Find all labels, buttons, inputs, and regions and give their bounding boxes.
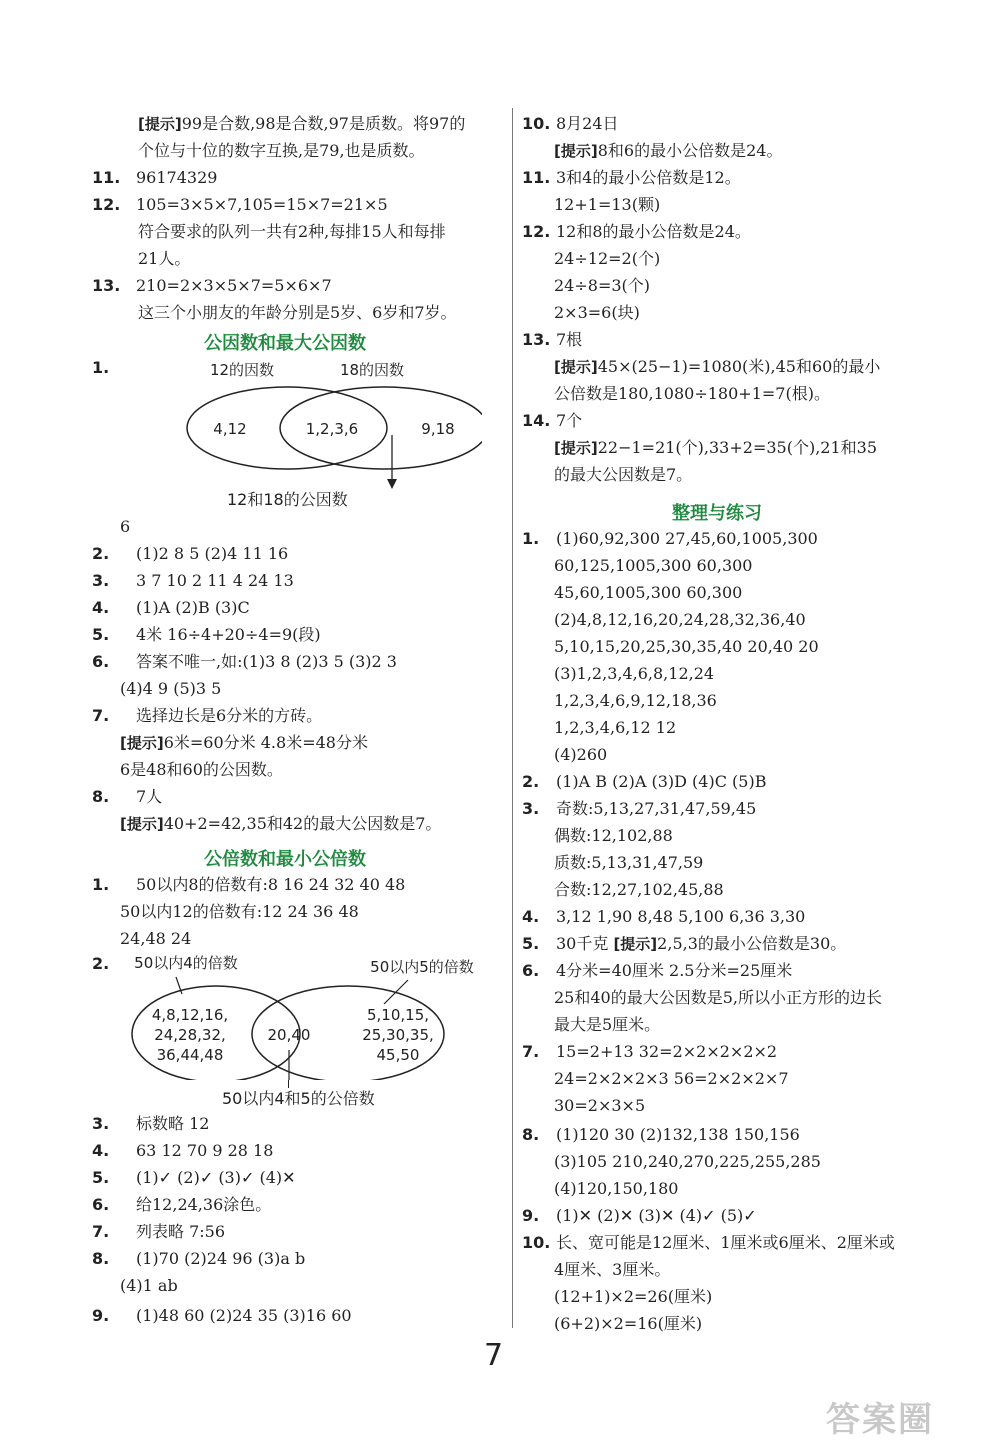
item-number: 4. — [92, 598, 110, 617]
answer-line — [138, 140, 425, 162]
item-number: 6. — [92, 652, 110, 671]
watermark-logo: 答案圈 — [826, 1400, 934, 1440]
answer-line — [138, 302, 457, 324]
answer-line — [120, 813, 441, 835]
answer-line — [138, 221, 446, 243]
item-number: 10. — [522, 114, 551, 133]
answer-text: 选择边长是6分米的方砖。 — [136, 706, 323, 725]
venn-right-label: 18的因数 — [339, 361, 405, 379]
answer-line — [138, 113, 465, 135]
page-number: 7 — [484, 1338, 504, 1373]
hint-label: [提示] — [613, 935, 658, 953]
answer-line — [554, 825, 673, 847]
hint-label: [提示] — [554, 358, 598, 376]
answer-line — [554, 437, 877, 459]
answer-text: 最大是5厘米。 — [554, 1015, 661, 1034]
answer-line — [92, 705, 322, 727]
answer-text: 45×(25−1)=1080(米),45和60的最小 — [597, 357, 881, 376]
venn-diagram-multiples — [116, 950, 486, 1080]
item-number: 12. — [92, 195, 121, 214]
answer-line — [554, 302, 640, 324]
venn-right-only: 9,18 — [421, 420, 455, 438]
hint-label: [提示] — [120, 815, 164, 833]
venn-right-label: 50以内5的倍数 — [370, 958, 474, 976]
answer-line — [554, 636, 819, 658]
answer-line — [522, 771, 766, 793]
answer-line — [554, 464, 692, 486]
answer-line — [92, 167, 217, 189]
venn-arrow-head — [387, 479, 397, 489]
answer-text: 4米 16÷4+20÷4=9(段) — [136, 625, 321, 644]
venn-left-only: 4,12 — [213, 420, 247, 438]
venn-left-label: 50以内4的倍数 — [134, 954, 238, 972]
hint-label: [提示] — [554, 142, 598, 160]
answer-line — [522, 1232, 895, 1254]
answer-text: (6+2)×2=16(厘米) — [554, 1314, 703, 1333]
answer-text: 8月24日 — [556, 114, 619, 133]
answer-text: (1)A (2)B (3)C — [136, 598, 250, 617]
item-number-label: 2. — [92, 954, 110, 973]
answer-line — [522, 1124, 800, 1146]
answer-line — [92, 1167, 296, 1189]
item-number: 13. — [92, 276, 121, 295]
item-number-label: 1. — [92, 358, 110, 377]
answer-line — [554, 1095, 645, 1117]
item-number: 4. — [92, 1141, 110, 1160]
item-number: 8. — [522, 1125, 540, 1144]
answer-text: 7根 — [556, 330, 583, 349]
hint-label: [提示] — [138, 115, 182, 133]
answer-text: 105=3×5×7,105=15×7=21×5 — [136, 195, 388, 214]
answer-line — [554, 1259, 670, 1281]
item-number: 11. — [92, 168, 121, 187]
answer-text: (12+1)×2=26(厘米) — [554, 1287, 713, 1306]
answer-text: 6是48和60的公因数。 — [120, 760, 283, 779]
answer-line — [92, 1248, 305, 1270]
answer-text: 7个 — [556, 411, 583, 430]
item-number: 9. — [522, 1206, 540, 1225]
answer-line — [92, 1194, 271, 1216]
answer-text: (2)4,8,12,16,20,24,28,32,36,40 — [554, 610, 806, 629]
item-number: 5. — [92, 1168, 110, 1187]
answer-text: 6米=60分米 4.8米=48分米 — [163, 733, 368, 752]
answer-text: (1)48 60 (2)24 35 (3)16 60 — [136, 1306, 352, 1325]
answer-line — [554, 987, 882, 1009]
answer-text: (3)1,2,3,4,6,8,12,24 — [554, 664, 715, 683]
answer-line — [554, 194, 660, 216]
answer-text: (1)✓ (2)✓ (3)✓ (4)✕ — [136, 1168, 296, 1187]
answer-line — [554, 1014, 660, 1036]
venn-bottom-label: 50以内4和5的公倍数 — [222, 1089, 375, 1108]
venn-right-only: 45,50 — [376, 1046, 420, 1064]
item-number: 3. — [522, 799, 540, 818]
answer-text: 45,60,1005,300 60,300 — [554, 583, 743, 602]
answer-text: (4)120,150,180 — [554, 1179, 679, 1198]
item-number: 5. — [92, 625, 110, 644]
answer-line — [92, 651, 397, 673]
item-number: 2. — [522, 772, 540, 791]
venn-left-label: 12的因数 — [209, 361, 275, 379]
answer-line — [522, 1041, 777, 1063]
answer-text: 60,125,1005,300 60,300 — [554, 556, 753, 575]
answer-line — [92, 597, 250, 619]
answer-text: 24÷12=2(个) — [554, 249, 661, 268]
answer-text: 24÷8=3(个) — [554, 276, 651, 295]
answer-line — [120, 732, 368, 754]
item-number: 2. — [92, 544, 110, 563]
answer-text: 奇数:5,13,27,31,47,59,45 — [556, 799, 757, 818]
answer-line — [120, 1275, 178, 1297]
answer-text: 质数:5,13,31,47,59 — [554, 853, 704, 872]
item-number: 3. — [92, 571, 110, 590]
answer-line — [92, 786, 162, 808]
answer-line — [554, 1178, 678, 1200]
answer-line — [554, 744, 607, 766]
answer-line — [522, 1205, 757, 1227]
answer-text: (1)A B (2)A (3)D (4)C (5)B — [556, 772, 767, 791]
column-divider — [512, 108, 513, 1328]
item-number: 7. — [522, 1042, 540, 1061]
answer-text: 24,48 24 — [120, 929, 192, 948]
answer-line — [92, 570, 294, 592]
venn-left-only: 4,8,12,16, — [151, 1006, 229, 1024]
item-number: 7. — [92, 1222, 110, 1241]
answer-line — [554, 852, 703, 874]
item-number: 4. — [522, 907, 540, 926]
answer-text: 4厘米、3厘米。 — [554, 1260, 671, 1279]
item-number: 1. — [522, 529, 540, 548]
answer-text: 7人 — [136, 787, 163, 806]
answer-text: 4分米=40厘米 2.5分米=25厘米 — [556, 961, 793, 980]
answer-text: (1)2 8 5 (2)4 11 16 — [136, 544, 289, 563]
answer-text: 标数略 12 — [136, 1114, 210, 1133]
answer-line — [120, 678, 221, 700]
answer-text: (4)4 9 (5)3 5 — [120, 679, 222, 698]
answer-text: 3,12 1,90 8,48 5,100 6,36 3,30 — [556, 907, 806, 926]
venn-intersection: 20,40 — [267, 1026, 311, 1044]
answer-text: 210=2×3×5×7=5×6×7 — [136, 276, 332, 295]
answer-line — [92, 624, 321, 646]
answer-line — [92, 543, 288, 565]
item-number: 3. — [92, 1114, 110, 1133]
answer-line — [522, 221, 751, 243]
answer-text: 符合要求的队列一共有2种,每排15人和每排 — [138, 222, 446, 241]
item-number: 6. — [522, 961, 540, 980]
answer-line — [522, 933, 846, 955]
item-number: 8. — [92, 787, 110, 806]
venn-left-only: 36,44,48 — [156, 1046, 224, 1064]
answer-text: 1,2,3,4,6,9,12,18,36 — [554, 691, 717, 710]
answer-text: 个位与十位的数字互换,是79,也是质数。 — [138, 141, 425, 160]
venn-pointer-extension — [288, 1080, 289, 1088]
answer-text: 偶数:12,102,88 — [554, 826, 673, 845]
answer-line — [554, 1313, 702, 1335]
answer-line — [92, 1113, 209, 1135]
answer-text: 2,5,3的最小公倍数是30。 — [657, 934, 847, 953]
answer-text: 50以内12的倍数有:12 24 36 48 — [120, 902, 359, 921]
answer-text: (1)120 30 (2)132,138 150,156 — [556, 1125, 800, 1144]
answer-text: 12+1=13(颗) — [554, 195, 661, 214]
item-number: 14. — [522, 411, 551, 430]
answer-line — [92, 194, 388, 216]
venn-right-only: 5,10,15, — [366, 1006, 430, 1024]
answer-text: 15=2+13 32=2×2×2×2×2 — [556, 1042, 778, 1061]
item-number: 6. — [92, 1195, 110, 1214]
venn-right-pointer — [384, 980, 408, 1004]
item-number: 1. — [92, 875, 110, 894]
answer-text: 96174329 — [136, 168, 218, 187]
answer-text: 公倍数是180,1080÷180+1=7(根)。 — [554, 384, 830, 403]
hint-label: [提示] — [554, 439, 598, 457]
item-number — [92, 357, 136, 379]
answer-line — [554, 383, 830, 405]
section-title-lcm: 公倍数和最小公倍数 — [204, 849, 366, 870]
item-number: 10. — [522, 1233, 551, 1252]
answer-line — [522, 960, 792, 982]
answer-text: 25和40的最大公因数是5,所以小正方形的边长 — [554, 988, 882, 1007]
answer-text: 给12,24,36涂色。 — [136, 1195, 272, 1214]
answer-text: (1)70 (2)24 96 (3)a b — [136, 1249, 306, 1268]
answer-line — [522, 329, 582, 351]
answer-line — [554, 879, 724, 901]
answer-text: (3)105 210,240,270,225,255,285 — [554, 1152, 821, 1171]
answer-line — [554, 609, 806, 631]
answer-line — [554, 1286, 712, 1308]
item-number: 11. — [522, 168, 551, 187]
answer-text: 12和8的最小公倍数是24。 — [556, 222, 751, 241]
item-number: 8. — [92, 1249, 110, 1268]
venn-right-only: 25,30,35, — [362, 1026, 434, 1044]
answer-line — [554, 1068, 789, 1090]
answer-text: 这三个小朋友的年龄分别是5岁、6岁和7岁。 — [138, 303, 457, 322]
item-number: 13. — [522, 330, 551, 349]
answer-text: 5,10,15,20,25,30,35,40 20,40 20 — [554, 637, 819, 656]
hint-label: [提示] — [120, 734, 164, 752]
answer-text: 30=2×3×5 — [554, 1096, 646, 1115]
answer-line — [92, 1140, 273, 1162]
item-number: 12. — [522, 222, 551, 241]
item-number: 7. — [92, 706, 110, 725]
answer-text: 2×3=6(块) — [554, 303, 640, 322]
answer-line — [120, 759, 283, 781]
venn-left-only: 24,28,32, — [154, 1026, 226, 1044]
answer-line — [522, 410, 582, 432]
answer-text: 列表略 7:56 — [136, 1222, 226, 1241]
answer-line — [522, 113, 619, 135]
answer-text: (1)60,92,300 27,45,60,1005,300 — [556, 529, 818, 548]
answer-line — [92, 275, 332, 297]
answer-text: 40+2=42,35和42的最大公因数是7。 — [163, 814, 442, 833]
answer-line — [554, 275, 650, 297]
answer-line — [522, 798, 756, 820]
answer-text: 答案不唯一,如:(1)3 8 (2)3 5 (3)2 3 — [136, 652, 397, 671]
answer-line — [120, 928, 191, 950]
venn-intersection: 1,2,3,6 — [305, 420, 359, 438]
answer-line — [554, 248, 660, 270]
answer-line — [522, 906, 805, 928]
item-number: 5. — [522, 934, 540, 953]
answer-line — [554, 140, 782, 162]
answer-text: 99是合数,98是合数,97是质数。将97的 — [181, 114, 466, 133]
answer-line — [120, 516, 130, 538]
answer-line — [554, 663, 714, 685]
answer-text: 1,2,3,4,6,12 12 — [554, 718, 677, 737]
answer-text: 22−1=21(个),33+2=35(个),21和35 — [597, 438, 878, 457]
answer-text: 长、宽可能是12厘米、1厘米或6厘米、2厘米或 — [556, 1233, 895, 1252]
answer-line — [554, 582, 742, 604]
answer-text: (4)1 ab — [120, 1276, 178, 1295]
answer-text: (1)✕ (2)✕ (3)✕ (4)✓ (5)✓ — [556, 1206, 757, 1225]
answer-text: 合数:12,27,102,45,88 — [554, 880, 724, 899]
answer-text: (4)260 — [554, 745, 608, 764]
answer-text: 30千克 — [556, 934, 614, 953]
answer-text: 50以内8的倍数有:8 16 24 32 40 48 — [136, 875, 406, 894]
section-title-review: 整理与练习 — [672, 503, 762, 524]
answer-text: 21人。 — [138, 249, 191, 268]
answer-text: 6 — [120, 517, 131, 536]
answer-text: 3和4的最小公倍数是12。 — [556, 168, 741, 187]
answer-line — [554, 356, 880, 378]
answer-line — [92, 1305, 352, 1327]
answer-text: 8和6的最小公倍数是24。 — [597, 141, 783, 160]
answer-line — [554, 717, 676, 739]
answer-line — [554, 690, 717, 712]
answer-line — [120, 901, 359, 923]
answer-text: 的最大公因数是7。 — [554, 465, 693, 484]
answer-text: 24=2×2×2×3 56=2×2×2×7 — [554, 1069, 789, 1088]
answer-line — [92, 1221, 225, 1243]
answer-line — [92, 874, 405, 896]
answer-line — [554, 555, 752, 577]
answer-text: 63 12 70 9 28 18 — [136, 1141, 274, 1160]
answer-line — [522, 167, 741, 189]
answer-text: 3 7 10 2 11 4 24 13 — [136, 571, 294, 590]
venn-bottom-label: 12和18的公因数 — [227, 490, 348, 509]
answer-line — [554, 1151, 821, 1173]
item-number: 9. — [92, 1306, 110, 1325]
section-title-gcd: 公因数和最大公因数 — [204, 333, 366, 354]
answer-line — [522, 528, 818, 550]
answer-line — [138, 248, 190, 270]
